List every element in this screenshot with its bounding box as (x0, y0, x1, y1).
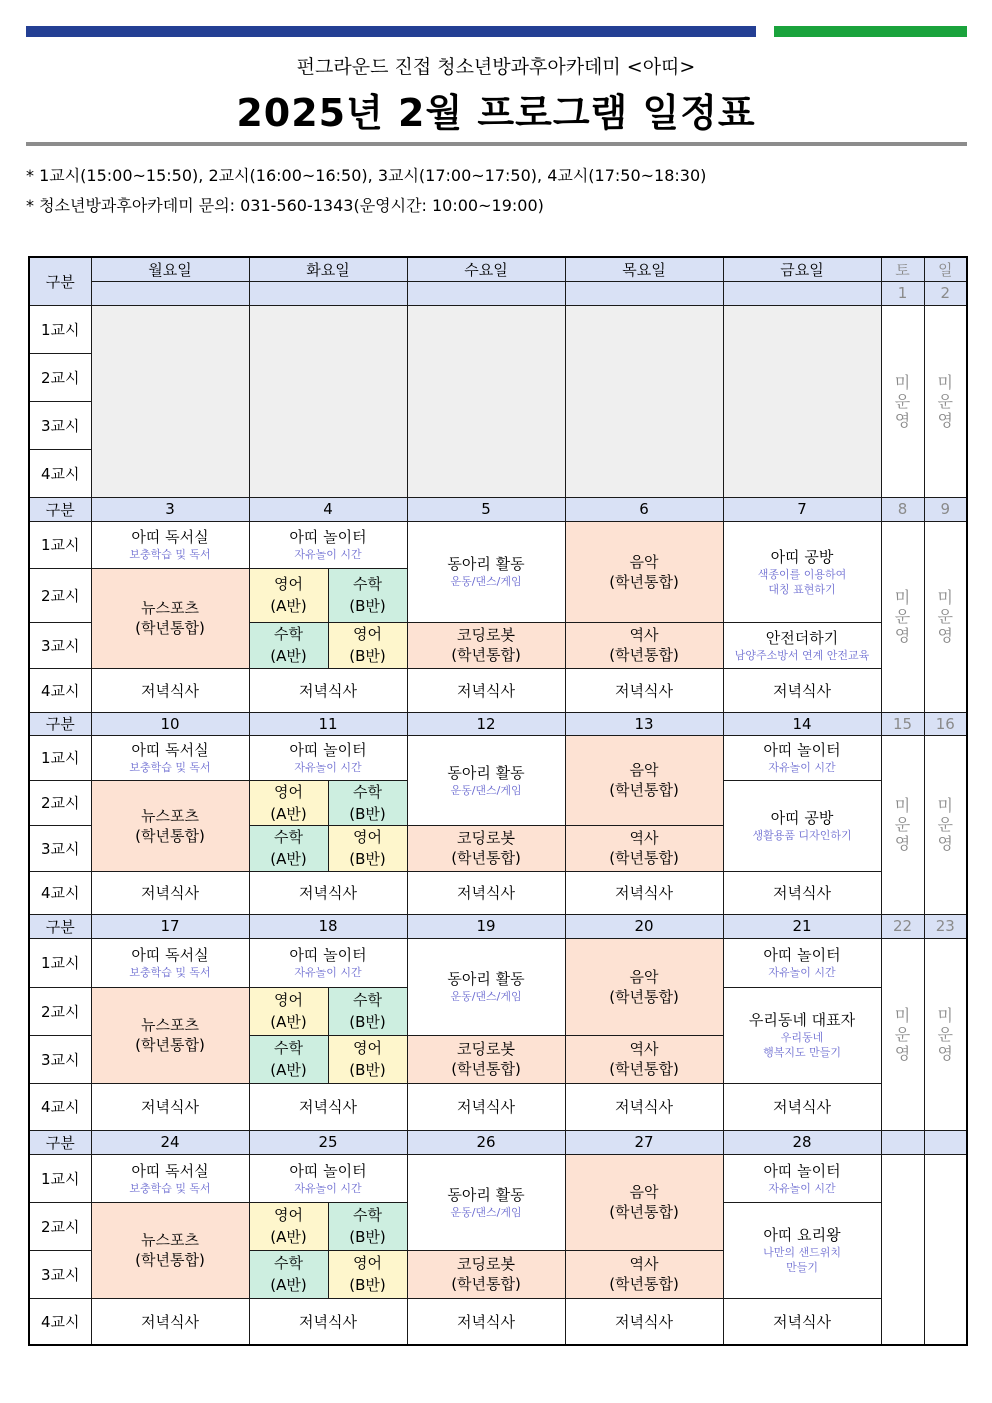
period-label: 4교시 (29, 1083, 91, 1130)
period-label: 2교시 (29, 353, 91, 401)
program-cell: 수학 (A반) (249, 825, 328, 871)
date-cell: 2 (924, 281, 967, 305)
date-cell (723, 281, 881, 305)
program-cell: 코딩로봇 (학년통합) (407, 825, 565, 871)
date-cell (881, 1130, 924, 1154)
empty-cell (407, 305, 565, 497)
period-label: 4교시 (29, 449, 91, 497)
dinner-cell: 저녁식사 (723, 668, 881, 712)
program-cell: 역사 (학년통합) (565, 825, 723, 871)
closed-sat: 미 운 영 (881, 938, 924, 1130)
program-cell: 아띠 놀이터 자유놀이 시간 (723, 735, 881, 780)
gubun-label: 구분 (29, 712, 91, 735)
closed-sun: 미 운 영 (924, 938, 967, 1130)
program-cell: 아띠 놀이터 자유놀이 시간 (723, 938, 881, 987)
schedule-table (28, 256, 968, 1346)
date-cell: 4 (249, 497, 407, 521)
program-cell: 아띠 놀이터 자유놀이 시간 (723, 1154, 881, 1202)
program-cell: 영어 (B반) (328, 1035, 407, 1083)
date-cell: 24 (91, 1130, 249, 1154)
program-cell: 뉴스포츠 (학년통합) (91, 780, 249, 871)
program-cell: 수학 (B반) (328, 568, 407, 622)
program-cell: 아띠 독서실 보충학습 및 독서 (91, 735, 249, 780)
closed-sat: 미 운 영 (881, 521, 924, 712)
period-label: 1교시 (29, 938, 91, 987)
program-cell: 음악 (학년통합) (565, 938, 723, 1035)
date-cell (249, 281, 407, 305)
period-label: 3교시 (29, 622, 91, 668)
dinner-cell: 저녁식사 (723, 871, 881, 914)
period-label: 1교시 (29, 305, 91, 353)
dinner-cell: 저녁식사 (91, 1298, 249, 1345)
date-cell (407, 281, 565, 305)
day-header-fri: 금요일 (723, 257, 881, 281)
program-cell: 음악 (학년통합) (565, 521, 723, 622)
empty-cell (565, 305, 723, 497)
period-label: 1교시 (29, 521, 91, 568)
date-cell: 9 (924, 497, 967, 521)
closed-sun: 미 운 영 (924, 735, 967, 914)
date-cell: 19 (407, 914, 565, 938)
gubun-label: 구분 (29, 1130, 91, 1154)
period-label: 2교시 (29, 568, 91, 622)
empty-weekend-cell (924, 1154, 967, 1345)
date-cell: 18 (249, 914, 407, 938)
top-bar-blue (26, 26, 756, 37)
day-header-wed: 수요일 (407, 257, 565, 281)
date-cell: 1 (881, 281, 924, 305)
program-cell: 영어 (B반) (328, 825, 407, 871)
empty-cell (91, 305, 249, 497)
date-cell: 16 (924, 712, 967, 735)
page-subtitle: 펀그라운드 진접 청소년방과후아카데미 <아띠> (296, 56, 696, 78)
date-cell: 7 (723, 497, 881, 521)
date-cell: 15 (881, 712, 924, 735)
date-cell: 28 (723, 1130, 881, 1154)
program-cell: 뉴스포츠 (학년통합) (91, 1202, 249, 1298)
date-cell: 27 (565, 1130, 723, 1154)
program-cell: 음악 (학년통합) (565, 1154, 723, 1250)
dinner-cell: 저녁식사 (565, 668, 723, 712)
program-cell: 영어 (A반) (249, 1202, 328, 1250)
empty-cell (249, 305, 407, 497)
day-header-thu: 목요일 (565, 257, 723, 281)
program-cell: 동아리 활동 운동/댄스/게임 (407, 521, 565, 622)
date-cell: 20 (565, 914, 723, 938)
program-cell: 수학 (B반) (328, 1202, 407, 1250)
gubun-label: 구분 (29, 914, 91, 938)
period-times-note: * 1교시(15:00~15:50), 2교시(16:00~16:50), 3교시(17:00~17:50), 4교시(17:50~18:30) (26, 166, 707, 185)
period-label: 3교시 (29, 401, 91, 449)
closed-sun: 미 운 영 (924, 305, 967, 497)
dinner-cell: 저녁식사 (91, 871, 249, 914)
empty-cell (723, 305, 881, 497)
period-label: 3교시 (29, 825, 91, 871)
program-cell: 영어 (A반) (249, 780, 328, 825)
program-cell: 아띠 독서실 보충학습 및 독서 (91, 938, 249, 987)
period-label: 2교시 (29, 780, 91, 825)
period-label: 3교시 (29, 1035, 91, 1083)
program-cell: 뉴스포츠 (학년통합) (91, 568, 249, 668)
program-cell: 아띠 독서실 보충학습 및 독서 (91, 521, 249, 568)
date-cell (565, 281, 723, 305)
date-cell (91, 281, 249, 305)
dinner-cell: 저녁식사 (91, 1083, 249, 1130)
contact-note: * 청소년방과후아카데미 문의: 031-560-1343(운영시간: 10:00~19:00) (26, 196, 544, 215)
period-label: 3교시 (29, 1250, 91, 1298)
program-cell: 영어 (B반) (328, 622, 407, 668)
program-cell: 아띠 공방 색종이를 이용하여 대칭 표현하기 (723, 521, 881, 622)
title-divider (26, 142, 967, 146)
program-cell: 코딩로봇 (학년통합) (407, 1250, 565, 1298)
program-cell: 동아리 활동 운동/댄스/게임 (407, 938, 565, 1035)
program-cell: 수학 (A반) (249, 1250, 328, 1298)
page-title: 2025년 2월 프로그램 일정표 (236, 91, 756, 135)
program-cell: 수학 (A반) (249, 1035, 328, 1083)
dinner-cell: 저녁식사 (249, 871, 407, 914)
period-label: 2교시 (29, 1202, 91, 1250)
dinner-cell: 저녁식사 (565, 871, 723, 914)
program-cell: 역사 (학년통합) (565, 622, 723, 668)
date-cell: 3 (91, 497, 249, 521)
dinner-cell: 저녁식사 (407, 668, 565, 712)
date-cell: 8 (881, 497, 924, 521)
gubun-label: 구분 (29, 497, 91, 521)
program-cell: 뉴스포츠 (학년통합) (91, 987, 249, 1083)
program-cell: 영어 (A반) (249, 568, 328, 622)
period-label: 4교시 (29, 1298, 91, 1345)
program-cell: 역사 (학년통합) (565, 1250, 723, 1298)
day-header-sat: 토 (881, 257, 924, 281)
date-cell: 26 (407, 1130, 565, 1154)
dinner-cell: 저녁식사 (249, 1298, 407, 1345)
period-label: 4교시 (29, 871, 91, 914)
program-cell: 수학 (B반) (328, 987, 407, 1035)
date-cell: 22 (881, 914, 924, 938)
gubun-label: 구분 (29, 257, 91, 305)
dinner-cell: 저녁식사 (407, 871, 565, 914)
program-cell: 수학 (B반) (328, 780, 407, 825)
date-cell (924, 1130, 967, 1154)
program-cell: 영어 (A반) (249, 987, 328, 1035)
date-cell: 13 (565, 712, 723, 735)
day-header-mon: 월요일 (91, 257, 249, 281)
period-label: 4교시 (29, 668, 91, 712)
program-cell: 코딩로봇 (학년통합) (407, 1035, 565, 1083)
date-cell: 21 (723, 914, 881, 938)
program-cell: 아띠 공방 생활용품 디자인하기 (723, 780, 881, 871)
closed-sun: 미 운 영 (924, 521, 967, 712)
dinner-cell: 저녁식사 (407, 1083, 565, 1130)
program-cell: 아띠 요리왕 나만의 샌드위치 만들기 (723, 1202, 881, 1298)
date-cell: 11 (249, 712, 407, 735)
program-cell: 음악 (학년통합) (565, 735, 723, 825)
program-cell: 아띠 놀이터 자유놀이 시간 (249, 735, 407, 780)
date-cell: 5 (407, 497, 565, 521)
closed-sat: 미 운 영 (881, 735, 924, 914)
program-cell: 코딩로봇 (학년통합) (407, 622, 565, 668)
program-cell: 동아리 활동 운동/댄스/게임 (407, 1154, 565, 1250)
day-header-tue: 화요일 (249, 257, 407, 281)
dinner-cell: 저녁식사 (249, 668, 407, 712)
dinner-cell: 저녁식사 (91, 668, 249, 712)
period-label: 2교시 (29, 987, 91, 1035)
dinner-cell: 저녁식사 (249, 1083, 407, 1130)
program-cell: 안전더하기 남양주소방서 연계 안전교육 (723, 622, 881, 668)
program-cell: 아띠 놀이터 자유놀이 시간 (249, 521, 407, 568)
closed-sat: 미 운 영 (881, 305, 924, 497)
top-bar-green (774, 26, 967, 37)
program-cell: 수학 (A반) (249, 622, 328, 668)
period-label: 1교시 (29, 735, 91, 780)
dinner-cell: 저녁식사 (723, 1298, 881, 1345)
program-cell: 동아리 활동 운동/댄스/게임 (407, 735, 565, 825)
date-cell: 14 (723, 712, 881, 735)
program-cell: 아띠 독서실 보충학습 및 독서 (91, 1154, 249, 1202)
top-color-bar (26, 26, 967, 37)
date-cell: 12 (407, 712, 565, 735)
date-cell: 25 (249, 1130, 407, 1154)
date-cell: 10 (91, 712, 249, 735)
dinner-cell: 저녁식사 (565, 1083, 723, 1130)
date-cell: 23 (924, 914, 967, 938)
empty-weekend-cell (881, 1154, 924, 1345)
period-label: 1교시 (29, 1154, 91, 1202)
program-cell: 영어 (B반) (328, 1250, 407, 1298)
date-cell: 6 (565, 497, 723, 521)
date-cell: 17 (91, 914, 249, 938)
dinner-cell: 저녁식사 (565, 1298, 723, 1345)
program-cell: 우리동네 대표자 우리동네 행복지도 만들기 (723, 987, 881, 1083)
program-cell: 아띠 놀이터 자유놀이 시간 (249, 1154, 407, 1202)
dinner-cell: 저녁식사 (407, 1298, 565, 1345)
day-header-sun: 일 (924, 257, 967, 281)
dinner-cell: 저녁식사 (723, 1083, 881, 1130)
program-cell: 역사 (학년통합) (565, 1035, 723, 1083)
program-cell: 아띠 놀이터 자유놀이 시간 (249, 938, 407, 987)
